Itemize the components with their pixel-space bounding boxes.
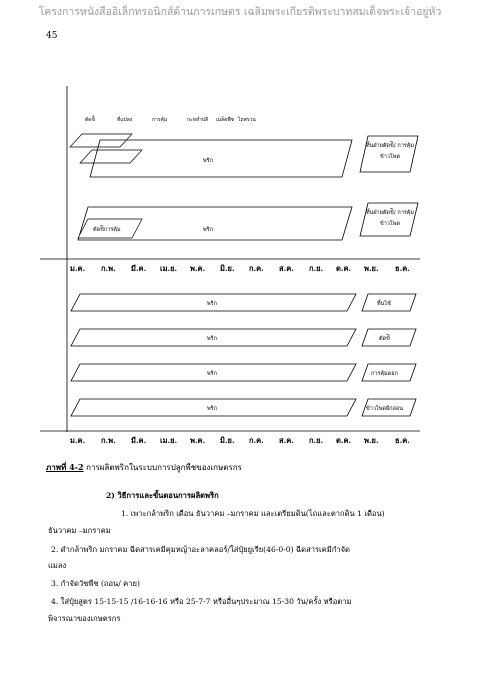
lower-row3-label: พริก — [207, 371, 217, 377]
lower-row3-side-label: การคุ้มดอก — [371, 371, 398, 377]
top-label-6: ไถพรวน — [238, 117, 256, 123]
figure-caption-text: การผลิตพริกในระบบการปลูกพืชของเกษตรกร — [83, 463, 242, 472]
row1-shape-b — [80, 150, 142, 163]
figure-caption-label: ภาพที่ 4-2 — [46, 462, 84, 472]
step-4-cont: พิจารณาของเกษตรกร — [48, 614, 121, 623]
month-bottom-9: ก.ย. — [309, 436, 324, 445]
month-top-4: เม.ย. — [160, 264, 178, 273]
month-top-11: พ.ย. — [364, 264, 379, 273]
step-1: 1. เพาะกล้าพริก เดือน ธันวาคม –มกราคม และเตรียมดิน(ไถและตากดิน 1 เดือน) — [121, 509, 385, 518]
step-4: 4. ใส่ปุ๋ยสูตร 15-15-15 /16-16-16 หรือ 25-7-7 หรืออื่นๆประมาณ 15-30 วัน/ครั้ง หรือตาม — [51, 597, 352, 606]
row2-side-label: ทิ้นฝ่ายตัดข้ิ/ การคุ้มข้าวโพด — [365, 210, 415, 227]
month-top-1: ม.ค. — [70, 264, 86, 273]
month-bottom-7: ก.ค. — [249, 436, 264, 445]
month-top-3: มี.ค. — [131, 264, 147, 273]
month-bottom-4: เม.ย. — [160, 436, 178, 445]
month-top-12: ธ.ค. — [395, 264, 410, 273]
month-top-2: ก.พ. — [101, 264, 116, 273]
step-3: 3. กำจัดวัชพืช (ถอน/ คาย) — [51, 579, 140, 588]
lower-row2-label: พริก — [207, 336, 217, 342]
step-2-cont: แมลง — [48, 561, 67, 570]
section-heading: 2) วิธีการและขั้นตอนการผลิตพริก — [106, 491, 219, 500]
month-top-10: ต.ค. — [336, 264, 352, 273]
month-top-5: พ.ค. — [190, 264, 206, 273]
month-bottom-5: พ.ค. — [190, 436, 206, 445]
top-label-5: เมล็ดพืช — [216, 117, 235, 123]
step-1-cont: ธันวาคม –มกราคม — [48, 526, 111, 535]
row1-side-label: ทิ้นฝ่ายตัดข้ิ/ การคุ้มข้าวโพด — [365, 143, 415, 160]
page-number: 45 — [46, 31, 58, 41]
month-bottom-10: ต.ค. — [336, 436, 352, 445]
row2-bar-label: พริก — [203, 227, 213, 233]
month-bottom-12: ธ.ค. — [395, 436, 410, 445]
lower-row2-side-label: ตัดข้ิ — [379, 336, 390, 342]
month-top-9: ก.ย. — [309, 264, 324, 273]
top-label-2: ที่แปลง — [117, 117, 133, 123]
month-bottom-1: ม.ค. — [70, 436, 86, 445]
top-label-4: กะหล่ำปลี — [187, 117, 209, 123]
step-2: 2. ดำกล้าพริก มกราคม ฉีดสารเคมีคุมหญ้าอะลาคลอร์/ใส่ปุ๋ยยูเรีย(46-0-0) ฉีดสารเคมีกำจัด — [51, 545, 350, 554]
lower-row1-side-label: ทิ้นไซ้ — [377, 301, 391, 307]
month-bottom-8: ส.ค. — [279, 436, 294, 445]
row2-left-label: ตัดข้ิการคุ้ม — [93, 227, 121, 233]
lower-row4-side-label: ข้าวโพดฝักอ่อน — [366, 406, 404, 412]
month-top-6: มิ.ย. — [220, 264, 235, 273]
month-top-7: ก.ค. — [249, 264, 264, 273]
month-bottom-2: ก.พ. — [101, 436, 116, 445]
row1-shape-a — [70, 134, 132, 147]
page-header: โครงการหนังสืออิเล็กทรอนิกส์ด้านการเกษตร เฉลิมพระเกียรติพระบาทสมเด็จพระเจ้าอยู่หัว — [38, 6, 442, 18]
month-bottom-6: มิ.ย. — [220, 436, 235, 445]
top-label-3: การคุ้ม — [152, 117, 168, 123]
month-bottom-11: พ.ย. — [364, 436, 379, 445]
month-top-8: ส.ค. — [279, 264, 294, 273]
lower-row1-label: พริก — [207, 301, 217, 307]
row1-bar-label: พริก — [203, 158, 213, 164]
month-bottom-3: มี.ค. — [131, 436, 147, 445]
lower-row4-label: พริก — [207, 406, 217, 412]
figure-caption — [46, 461, 242, 474]
top-label-1: ตัดข้ิ — [85, 117, 95, 123]
